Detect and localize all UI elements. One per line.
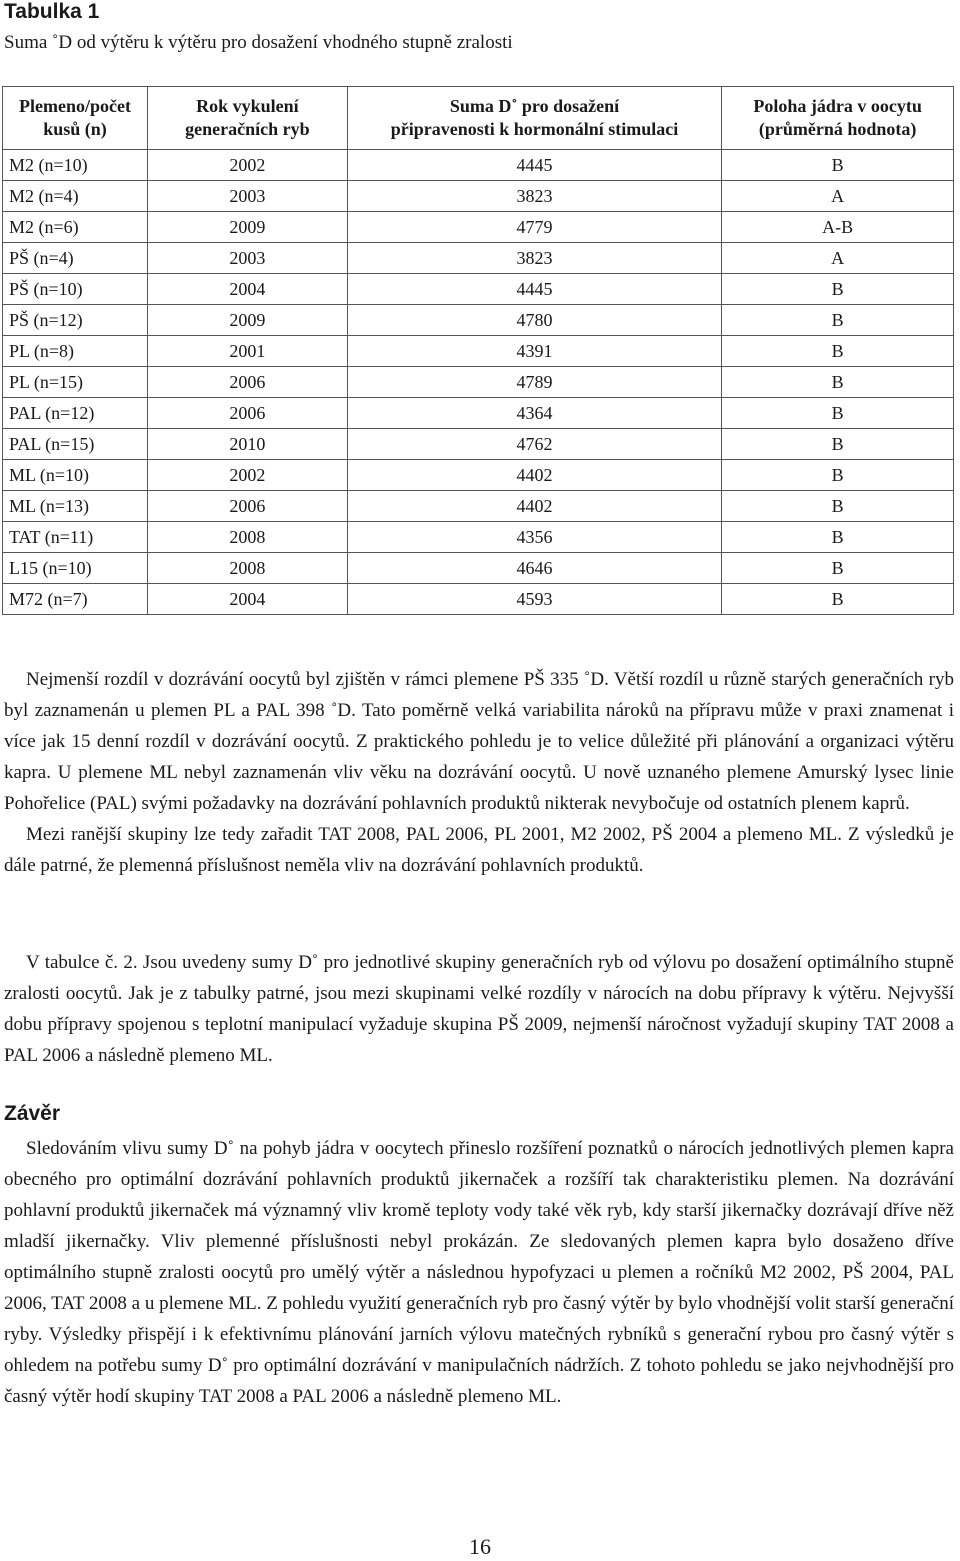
header-line: generačních ryb bbox=[185, 119, 310, 139]
table-row bbox=[3, 398, 954, 429]
table-cell: ML (n=13) bbox=[3, 491, 148, 522]
header-line: připravenosti k hormonální stimulaci bbox=[390, 119, 679, 139]
header-breed-count bbox=[3, 87, 148, 150]
table-cell: 4402 bbox=[347, 491, 721, 522]
table-caption-title: Tabulka 1 bbox=[4, 0, 100, 23]
table-cell: 2009 bbox=[147, 305, 347, 336]
table-cell: B bbox=[722, 150, 954, 181]
table-cell: B bbox=[722, 491, 954, 522]
table-cell: 2008 bbox=[147, 522, 347, 553]
paragraph-1: Nejmenší rozdíl v dozrávání oocytů byl zjištěn v rámci plemene PŠ 335 ˚D. Větší rozdíl u různě starých generačních ryb byl zaznamenán u plemen PL a PAL 398 ˚D. Tato poměrně velká variabilita nároků na přípravu může v praxi znamenat i více jak 15 denní rozdíl v dozrávání oocytů. Z praktického pohledu je to velice důležité při plánování a organizaci výtěru kapra. U plemene ML nebyl zaznamenán vliv věku na dozrávání oocytů. U nově uznaného plemene Amurský lysec linie Pohořelice (PAL) svými požadavky na dozrávání pohlavních produktů nikterak nevybočuje od ostatních plenem kaprů. bbox=[4, 669, 954, 814]
table-cell: 2003 bbox=[147, 243, 347, 274]
table-cell: 2002 bbox=[147, 460, 347, 491]
table-cell: M2 (n=4) bbox=[3, 181, 148, 212]
table-row bbox=[3, 584, 954, 615]
table-cell: 2008 bbox=[147, 553, 347, 584]
table-cell: PAL (n=12) bbox=[3, 398, 148, 429]
table-cell: 4593 bbox=[347, 584, 721, 615]
table-cell: 4445 bbox=[347, 150, 721, 181]
table-cell: 4789 bbox=[347, 367, 721, 398]
table-cell: 2010 bbox=[147, 429, 347, 460]
table-cell: B bbox=[722, 460, 954, 491]
table-caption-subtitle: Suma ˚D od výtěru k výtěru pro dosažení vhodného stupně zralosti bbox=[4, 32, 513, 53]
table-cell: 2003 bbox=[147, 181, 347, 212]
table-cell: TAT (n=11) bbox=[3, 522, 148, 553]
table-cell: PŠ (n=4) bbox=[3, 243, 148, 274]
table-row bbox=[3, 522, 954, 553]
table-cell: B bbox=[722, 522, 954, 553]
header-line: kusů (n) bbox=[43, 119, 107, 139]
table-row bbox=[3, 429, 954, 460]
table-cell: B bbox=[722, 336, 954, 367]
header-line: Suma D˚ pro dosažení bbox=[449, 96, 620, 116]
table-cell: 4646 bbox=[347, 553, 721, 584]
header-nucleus-position bbox=[722, 87, 954, 150]
table-row bbox=[3, 212, 954, 243]
table-cell: A bbox=[722, 181, 954, 212]
table-cell: 2006 bbox=[147, 367, 347, 398]
table-cell: 2001 bbox=[147, 336, 347, 367]
table-cell: B bbox=[722, 274, 954, 305]
header-line: Poloha jádra v oocytu bbox=[753, 96, 922, 116]
results-text bbox=[4, 664, 954, 881]
table-cell: A bbox=[722, 243, 954, 274]
table-cell: 4356 bbox=[347, 522, 721, 553]
table-cell: 3823 bbox=[347, 243, 721, 274]
table-cell: 4780 bbox=[347, 305, 721, 336]
conclusion-text bbox=[4, 1133, 954, 1412]
table-row bbox=[3, 553, 954, 584]
table-row bbox=[3, 150, 954, 181]
table-cell: 4779 bbox=[347, 212, 721, 243]
table-row bbox=[3, 274, 954, 305]
table-row bbox=[3, 460, 954, 491]
paragraph-2: Mezi ranější skupiny lze tedy zařadit TAT 2008, PAL 2006, PL 2001, M2 2002, PŠ 2004 a plemeno ML. Z výsledků je dále patrné, že plemenná příslušnost neměla vliv na dozrávání pohlavních produktů. bbox=[4, 824, 954, 876]
table-row bbox=[3, 491, 954, 522]
table-cell: M2 (n=10) bbox=[3, 150, 148, 181]
table-cell: PL (n=15) bbox=[3, 367, 148, 398]
table-cell: PAL (n=15) bbox=[3, 429, 148, 460]
header-line: Rok vykulení bbox=[196, 96, 299, 116]
table-cell: L15 (n=10) bbox=[3, 553, 148, 584]
table-cell: PŠ (n=12) bbox=[3, 305, 148, 336]
table-cell: 4391 bbox=[347, 336, 721, 367]
table2-text bbox=[4, 947, 954, 1071]
section-heading: Závěr bbox=[4, 1102, 61, 1125]
header-hatch-year bbox=[147, 87, 347, 150]
table-body bbox=[3, 150, 954, 615]
table-cell: B bbox=[722, 584, 954, 615]
table-row bbox=[3, 243, 954, 274]
table-cell: 3823 bbox=[347, 181, 721, 212]
table-row bbox=[3, 181, 954, 212]
page-number: 16 bbox=[469, 1534, 491, 1559]
table-row bbox=[3, 305, 954, 336]
table-cell: 2006 bbox=[147, 491, 347, 522]
table-row bbox=[3, 367, 954, 398]
table-cell: 2006 bbox=[147, 398, 347, 429]
paragraph-3: V tabulce č. 2. Jsou uvedeny sumy D˚ pro jednotlivé skupiny generačních ryb od výlovu po dosažení optimálního stupně zralosti oocytů. Jak je z tabulky patrné, jsou mezi skupinami velké rozdíly v nárocích na dobu přípravy k výtěru. Nejvyšší dobu přípravy spojenou s teplotní manipulací vyžaduje skupina PŠ 2009, nejmenší náročnost vyžadují skupiny TAT 2008 a PAL 2006 a následně plemeno ML. bbox=[4, 952, 954, 1066]
data-table bbox=[2, 86, 954, 615]
table-cell: PL (n=8) bbox=[3, 336, 148, 367]
table-cell: M2 (n=6) bbox=[3, 212, 148, 243]
table-cell: A-B bbox=[722, 212, 954, 243]
table-cell: 2004 bbox=[147, 274, 347, 305]
table-cell: B bbox=[722, 367, 954, 398]
header-line: (průměrná hodnota) bbox=[758, 119, 917, 139]
table-cell: 2009 bbox=[147, 212, 347, 243]
conclusion-paragraph: Sledováním vlivu sumy D˚ na pohyb jádra v oocytech přineslo rozšíření poznatků o nárocích jednotlivých plemen kapra obecného pro optimální dozrávání pohlavních produktů jikernaček a rozšíří tak charakteristiku plemen. Na dozrávání pohlavní produktů jikernaček má významný vliv kromě teploty vody také věk ryb, kdy starší jikernačky dozrávají dříve něž mladší jikernačky. Vliv plemenné příslušnosti nebyl prokázán. Ze sledovaných plemen kapra bylo dosaženo dříve optimálního stupně zralosti oocytů pro umělý výtěr a následnou hypofyzaci u plemen a ročníků M2 2002, PŠ 2004, PAL 2006, TAT 2008 a u plemene ML. Z pohledu využití generačních ryb pro časný výtěr by bylo vhodnější volit starší generační ryby. Výsledky přispějí i k efektivnímu plánování jarních výlovu matečných rybníků s generační rybou pro časný výtěr s ohledem na potřebu sumy D˚ pro optimální dozrávání v manipulačních nádržích. Z tohoto pohledu se jako nejvhodnější pro časný výtěr hodí skupiny TAT 2008 a PAL 2006 a následně plemeno ML. bbox=[4, 1138, 954, 1407]
table-cell: B bbox=[722, 398, 954, 429]
table-cell: 4445 bbox=[347, 274, 721, 305]
table-cell: 2002 bbox=[147, 150, 347, 181]
table-header-row bbox=[3, 87, 954, 150]
table-cell: B bbox=[722, 305, 954, 336]
table-cell: 4402 bbox=[347, 460, 721, 491]
table-cell: 4762 bbox=[347, 429, 721, 460]
table-cell: 4364 bbox=[347, 398, 721, 429]
header-degree-days bbox=[347, 87, 721, 150]
table-cell: M72 (n=7) bbox=[3, 584, 148, 615]
header-line: Plemeno/počet bbox=[18, 96, 131, 116]
table-cell: B bbox=[722, 553, 954, 584]
table-cell: ML (n=10) bbox=[3, 460, 148, 491]
table-cell: 2004 bbox=[147, 584, 347, 615]
table-cell: B bbox=[722, 429, 954, 460]
table-row bbox=[3, 336, 954, 367]
table-cell: PŠ (n=10) bbox=[3, 274, 148, 305]
